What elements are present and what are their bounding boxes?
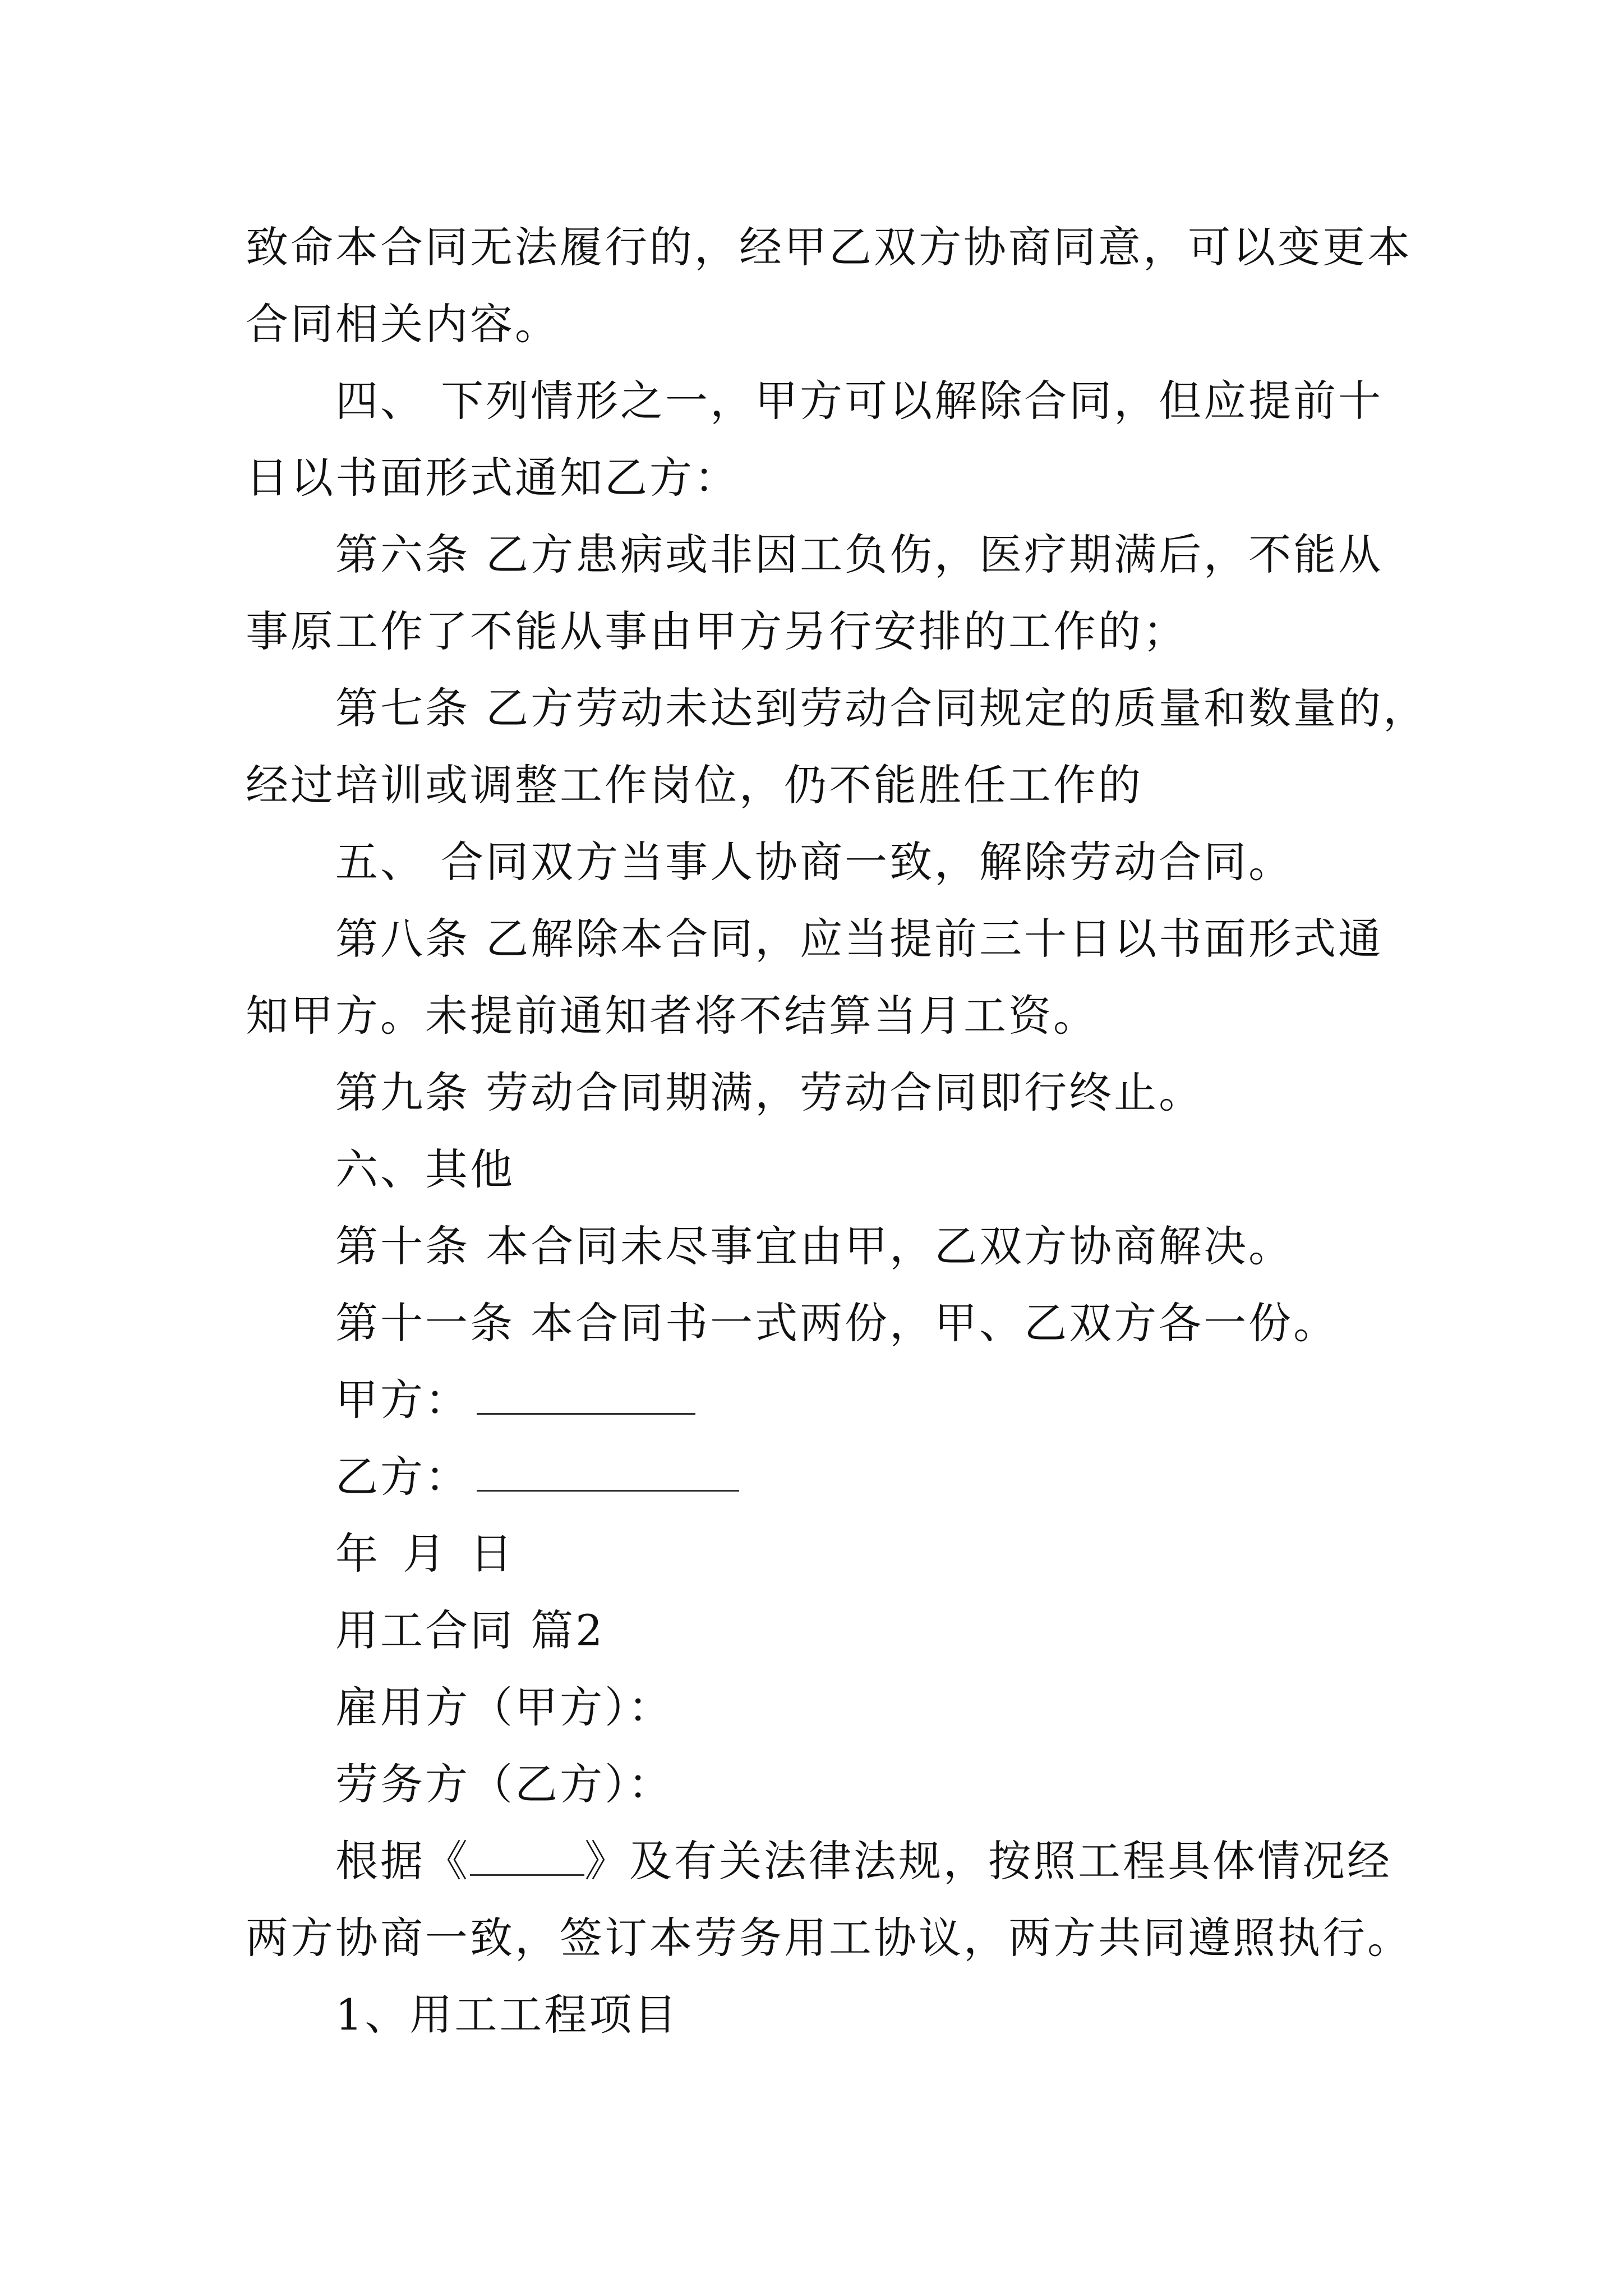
paragraph-line: 第十一条 本合同书一式两份，甲、乙双方各一份。 [335, 1298, 1339, 1348]
signature-date [246, 1515, 1390, 1592]
paragraph-line: 四、 下列情形之一，甲方可以解除合同，但应提前十 [335, 376, 1384, 426]
date-day: 日 [470, 1529, 515, 1579]
party-a-label: 甲方： [335, 1375, 470, 1425]
paragraph-line: 致命本合同无法履行的，经甲乙双方协商同意，可以变更本 [246, 222, 1412, 272]
list-item: 1、用工工程项目 [335, 1990, 679, 2040]
date-month: 月 [403, 1529, 448, 1579]
basis-prefix: 根据《 [335, 1836, 470, 1886]
paragraph-line: 两方协商一致，签订本劳务用工协议，两方共同遵照执行。 [246, 1913, 1412, 1963]
section-title: 用工合同 篇2 [335, 1605, 605, 1655]
basis-line [246, 1823, 1390, 1899]
signature-party-a [246, 1361, 1390, 1438]
paragraph-line: 合同相关内容。 [246, 299, 560, 349]
paragraph-line: 知甲方。未提前通知者将不结算当月工资。 [246, 991, 1098, 1041]
document-body [246, 209, 1428, 2053]
laborer-label: 劳务方（乙方）： [335, 1759, 673, 1809]
paragraph-line: 经过培训或调整工作岗位，仍不能胜任工作的 [246, 760, 1143, 810]
paragraph-line: 第十条 本合同未尽事宜由甲，乙双方协商解决。 [335, 1221, 1294, 1271]
party-b-label: 乙方： [335, 1452, 470, 1502]
paragraph-line: 事原工作了不能从事由甲方另行安排的工作的； [246, 606, 1188, 656]
party-b-signature-blank [477, 1484, 739, 1492]
date-year: 年 [335, 1529, 380, 1579]
paragraph-line: 第九条 劳动合同期满，劳动合同即行终止。 [335, 1068, 1204, 1117]
law-name-blank [470, 1872, 584, 1876]
section-heading: 六、其他 [335, 1144, 515, 1194]
signature-party-b [246, 1438, 1390, 1515]
paragraph-line: 五、 合同双方当事人协商一致，解除劳动合同。 [335, 837, 1294, 887]
basis-suffix: 》及有关法律法规，按照工程具体情况经 [584, 1836, 1392, 1886]
party-a-signature-blank [477, 1407, 695, 1415]
paragraph-line: 日以书面形式通知乙方： [246, 453, 739, 503]
employer-label: 雇用方（甲方）： [335, 1682, 673, 1732]
paragraph-line: 第七条 乙方劳动未达到劳动合同规定的质量和数量的， [335, 683, 1428, 733]
paragraph-line: 第六条 乙方患病或非因工负伤，医疗期满后，不能从 [335, 530, 1384, 579]
paragraph-line: 第八条 乙解除本合同，应当提前三十日以书面形式通 [335, 914, 1384, 964]
